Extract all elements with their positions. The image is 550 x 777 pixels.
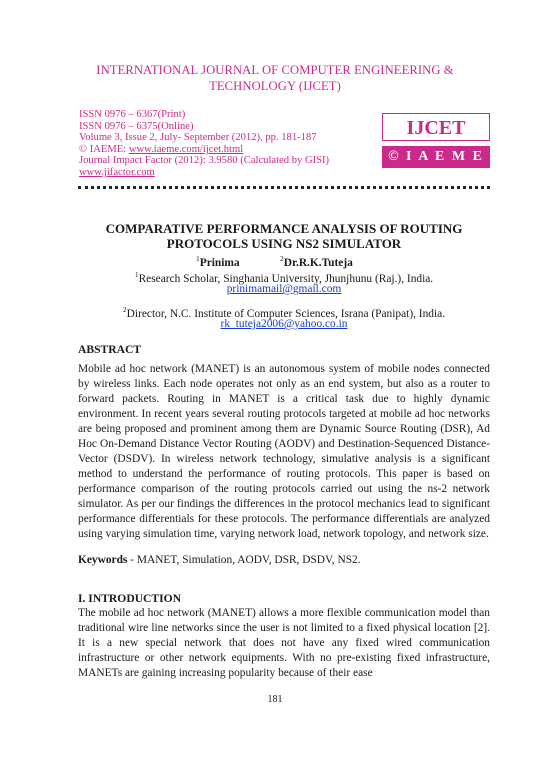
email-2-link[interactable]: rk_tuteja2006@yahoo.co.in	[220, 318, 348, 330]
introduction-heading: I. INTRODUCTION	[78, 592, 182, 605]
journal-title: INTERNATIONAL JOURNAL OF COMPUTER ENGINEERING & TECHNOLOGY (IJCET)	[96, 63, 454, 93]
journal-metadata	[79, 109, 379, 179]
affiliation-1-sup: 1	[134, 270, 139, 279]
keywords-text: - MANET, Simulation, AODV, DSR, DSDV, NS2.	[127, 554, 361, 566]
affiliation-2-text: Director, N.C. Institute of Computer Sciences, Israna (Panipat), India.	[126, 307, 446, 320]
introduction-text: The mobile ad hoc network (MANET) allows a more flexible communication model than traditional wire line networks since the user is not limited to a fixed physical location [2]. It is a new special network that does not have any fixed wired communication infrastructure or other network equipments. With no pre-existing fixed infrastructure, MANETs are gaining increasing popularity because of their ease	[78, 607, 490, 679]
paper-title: COMPARATIVE PERFORMANCE ANALYSIS OF ROUTING PROTOCOLS USING NS2 SIMULATOR	[105, 221, 463, 251]
issn-online: ISSN 0976 – 6375(Online)	[79, 120, 194, 132]
author-1	[196, 254, 240, 269]
iaeme-line	[79, 144, 379, 156]
affiliation-2-sup: 2	[122, 305, 127, 314]
iaeme-logo: © I A E M E	[382, 146, 490, 168]
author-1-sup: 1	[196, 254, 200, 263]
author-1-name: Prinima	[199, 256, 240, 269]
author-2	[280, 254, 353, 269]
email-1-link[interactable]: prinimamail@gmail.com	[226, 283, 342, 295]
iaeme-link[interactable]: www.iaeme.com/ijcet.html	[128, 143, 244, 155]
keywords-label: Keywords	[78, 554, 128, 566]
affiliation-1-text: Research Scholar, Singhania University, Jhunjhunu (Raj.), India.	[138, 272, 434, 285]
issn-print: ISSN 0976 – 6367(Print)	[79, 109, 186, 120]
abstract-text: Mobile ad hoc network (MANET) is an autonomous system of mobile nodes connected by wireless links. Each node operates not only as an end system, but also as a router to forward packets. Routing in MANET is a critical task due to highly dynamic environment. In recent years several routing protocols targeted at mobile ad hoc networks are being proposed and prominent among them are Dynamic Source Routing (DSR), Ad Hoc On-Demand Distance Vector Routing (AODV) and Destination-Sequenced Distance-Vector (DSDV). In wireless network technology, simulative analysis is a significant method to understand the performance of routing protocols. This paper is based on performance comparison of the routing protocols carried out using the ns-2 network simulator. As per our findings the differences in the protocol mechanics lead to significant performance differentials for these protocols. The performance differentials are analyzed using varying simulation time, varying network load, network topology, and network size.	[78, 363, 490, 540]
jifactor-link[interactable]: www.jifactor.com	[79, 166, 155, 178]
keywords	[78, 553, 490, 568]
page-number: 181	[267, 694, 283, 705]
iaeme-prefix: © IAEME:	[79, 143, 129, 155]
header-divider	[78, 186, 490, 189]
abstract-heading: ABSTRACT	[78, 343, 142, 356]
volume-info: Volume 3, Issue 2, July- September (2012), pp. 181-187	[79, 132, 317, 144]
ijcet-logo: IJCET	[382, 113, 490, 141]
author-2-sup: 2	[280, 254, 284, 263]
impact-factor: Journal Impact Factor (2012): 3.9580 (Calculated by GISI)	[79, 155, 330, 167]
author-2-name: Dr.R.K.Tuteja	[283, 256, 353, 269]
